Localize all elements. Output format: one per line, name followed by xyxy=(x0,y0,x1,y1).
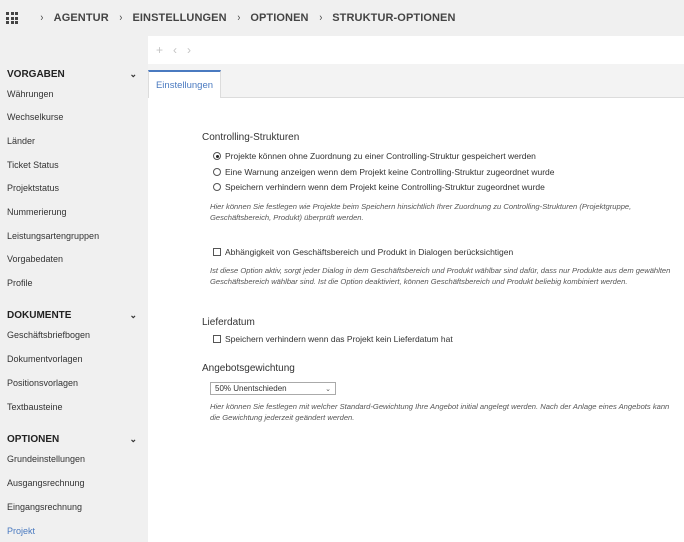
sidebar-item-projekt[interactable]: Projekt xyxy=(7,526,36,536)
tab-einstellungen[interactable]: Einstellungen xyxy=(148,70,221,98)
chevron-down-icon[interactable]: ⌄ xyxy=(129,434,137,444)
radio-selected-icon[interactable] xyxy=(213,152,221,160)
breadcrumb-einstellungen[interactable]: EINSTELLUNGEN xyxy=(132,12,227,24)
controlling-title: Controlling-Strukturen xyxy=(202,132,300,143)
radio-icon[interactable] xyxy=(213,168,221,176)
sidebar-item-waehrungen[interactable]: Währungen xyxy=(7,89,54,99)
breadcrumb-separator-icon: › xyxy=(119,12,123,24)
breadcrumb-separator-icon: › xyxy=(318,12,322,24)
forward-icon[interactable]: › xyxy=(187,43,192,57)
angebot-hint: Hier können Sie festlegen mit welcher Standard-Gewichtung Ihre Angebot initial angelegt werden. Nach der Anlage eines Angebots kann die Gewichtung jederzeit geändert werden. xyxy=(210,402,670,422)
controlling-option-save-without[interactable] xyxy=(213,151,536,161)
sidebar-item-projektstatus[interactable]: Projektstatus xyxy=(7,183,60,193)
sidebar-item-ticket-status[interactable]: Ticket Status xyxy=(7,160,59,170)
sidebar-item-dokumentvorlagen[interactable]: Dokumentvorlagen xyxy=(7,354,83,364)
dependency-checkbox-row[interactable] xyxy=(213,247,513,257)
lieferdatum-title: Lieferdatum xyxy=(202,317,255,328)
sidebar xyxy=(0,36,148,542)
checkbox-label: Speichern verhindern wenn das Projekt kein Lieferdatum hat xyxy=(225,334,453,344)
sidebar-section-title: VORGABEN xyxy=(7,69,65,80)
sidebar-section-title: OPTIONEN xyxy=(7,434,60,445)
chevron-down-icon: ⌄ xyxy=(325,385,331,393)
sidebar-section-title: DOKUMENTE xyxy=(7,310,72,321)
sidebar-item-grundeinstellungen[interactable]: Grundeinstellungen xyxy=(7,454,86,464)
tab-strip xyxy=(148,64,684,98)
dependency-hint: Ist diese Option aktiv, sorgt jeder Dialog in dem Geschäftsbereich und Produkt wählbar sind dafür, dass nur Produkte aus dem gewählten Geschäftsbereich wählbar sind. Ist die Option deaktiviert, können Geschäftsbereich und Produkt beliebig kombiniert werden. xyxy=(210,266,671,286)
top-bar xyxy=(0,0,684,36)
option-label: Speichern verhindern wenn dem Projekt keine Controlling-Struktur zugeordnet wurde xyxy=(225,182,545,192)
breadcrumb-optionen[interactable]: OPTIONEN xyxy=(250,12,309,24)
breadcrumb-agentur[interactable]: AGENTUR xyxy=(53,12,109,24)
breadcrumb-separator-icon: › xyxy=(237,12,240,24)
option-label: Eine Warnung anzeigen wenn dem Projekt keine Controlling-Struktur zugeordnet wurde xyxy=(225,167,555,177)
sidebar-item-textbausteine[interactable]: Textbausteine xyxy=(7,402,63,412)
controlling-hint: Hier können Sie festlegen wie Projekte beim Speichern hinsichtlich Ihrer Zuordnung zu Controlling-Strukturen (Projektgruppe, Geschäftsbereich, Produkt) überprüft werden. xyxy=(210,202,632,222)
angebot-gewichtung-select[interactable] xyxy=(210,382,336,395)
apps-grid-icon[interactable] xyxy=(6,12,18,24)
sidebar-item-leistungsartengruppen[interactable]: Leistungsartengruppen xyxy=(7,231,100,241)
sidebar-item-eingangsrechnung[interactable]: Eingangsrechnung xyxy=(7,502,83,512)
checkbox-icon[interactable] xyxy=(213,335,221,343)
sidebar-section-vorgaben[interactable] xyxy=(7,69,137,80)
chevron-down-icon[interactable]: ⌄ xyxy=(129,310,137,320)
select-value: 50% Unentschieden xyxy=(215,384,287,393)
sidebar-item-nummerierung[interactable]: Nummerierung xyxy=(7,207,67,217)
toolbar xyxy=(148,36,684,64)
chevron-down-icon[interactable]: ⌄ xyxy=(129,69,137,79)
checkbox-label: Abhängigkeit von Geschäftsbereich und Produkt in Dialogen berücksichtigen xyxy=(225,247,514,257)
sidebar-item-laender[interactable]: Länder xyxy=(7,136,36,146)
option-label: Projekte können ohne Zuordnung zu einer Controlling-Struktur gespeichert werden xyxy=(225,151,536,161)
sidebar-section-dokumente[interactable] xyxy=(7,310,137,321)
controlling-option-prevent[interactable] xyxy=(213,182,545,192)
back-icon[interactable]: ‹ xyxy=(173,43,178,57)
add-icon[interactable]: + xyxy=(156,43,164,57)
sidebar-item-profile[interactable]: Profile xyxy=(7,278,33,288)
sidebar-item-ausgangsrechnung[interactable]: Ausgangsrechnung xyxy=(7,478,85,488)
sidebar-item-vorgabedaten[interactable]: Vorgabedaten xyxy=(7,254,64,264)
settings-panel xyxy=(148,98,684,542)
checkbox-icon[interactable] xyxy=(213,248,221,256)
breadcrumb-struktur-optionen: STRUKTUR-OPTIONEN xyxy=(332,12,456,24)
sidebar-section-optionen[interactable] xyxy=(7,434,137,445)
lieferdatum-checkbox-row[interactable] xyxy=(213,334,453,344)
sidebar-item-geschaeftsbriefbogen[interactable]: Geschäftsbriefbogen xyxy=(7,330,91,340)
sidebar-item-wechselkurse[interactable]: Wechselkurse xyxy=(7,112,64,122)
sidebar-item-positionsvorlagen[interactable]: Positionsvorlagen xyxy=(7,378,79,388)
breadcrumb-separator-icon: › xyxy=(40,12,44,24)
radio-icon[interactable] xyxy=(213,183,221,191)
angebot-title: Angebotsgewichtung xyxy=(202,363,295,374)
controlling-option-warning[interactable] xyxy=(213,167,554,177)
